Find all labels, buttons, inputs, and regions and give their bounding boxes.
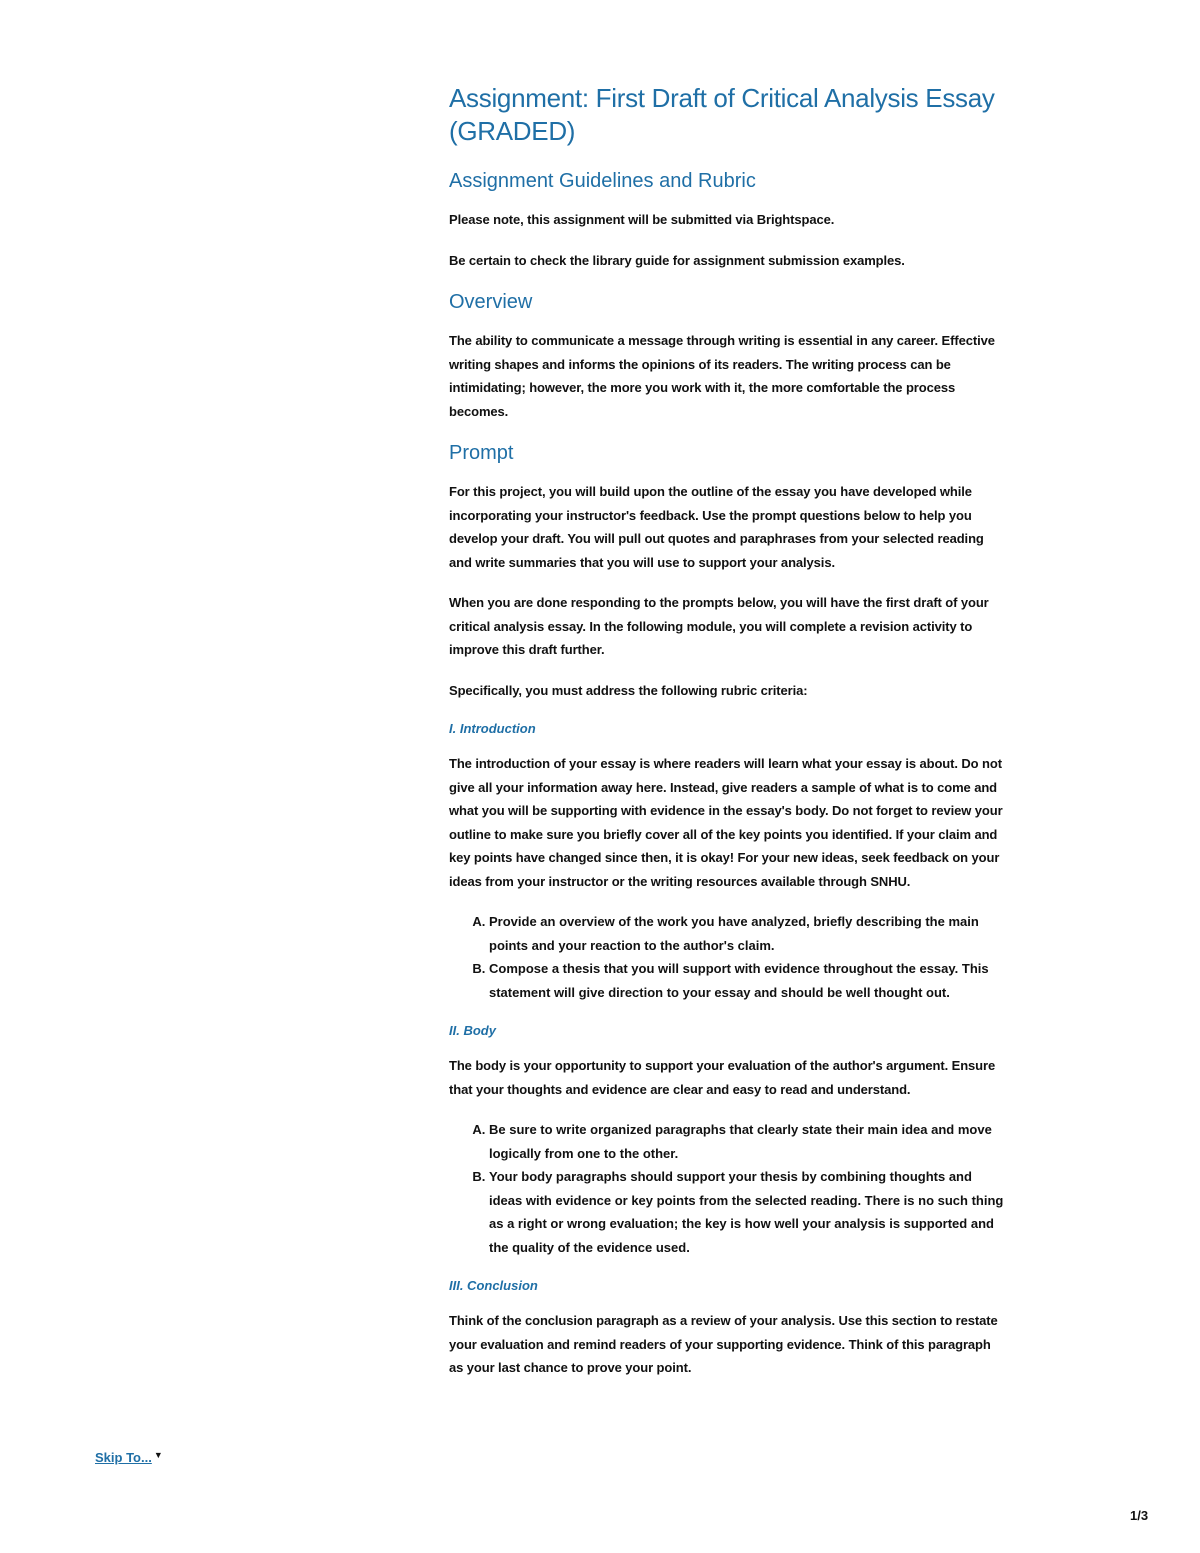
- overview-heading: Overview: [449, 291, 533, 313]
- document-content: [449, 82, 1004, 1397]
- list-item: B. Compose a thesis that you will support with evidence throughout the essay. This statement will give direction to your essay and should be well thought out.: [489, 957, 1004, 1004]
- list-item: A. Be sure to write organized paragraphs that clearly state their main idea and move logically from one to the other.: [489, 1118, 1004, 1165]
- library-guide-note: Be certain to check the library guide for assignment submission examples.: [449, 252, 905, 268]
- prompt-heading: Prompt: [449, 442, 514, 464]
- criterion-body-text: The body is your opportunity to support your evaluation of the author's argument. Ensure that your thoughts and evidence are clear and easy to read and understand.: [449, 1058, 996, 1097]
- guidelines-heading: Assignment Guidelines and Rubric: [449, 170, 756, 192]
- criterion-introduction-text: The introduction of your essay is where readers will learn what your essay is about. Do not give all your information away here. Instead, give readers a sample of what is to come and what you will be supporting with evidence in the essay's body. Do not forget to review your outline to make sure you briefly cover all of the key points you identified. If your claim and key points have changed since then, it is okay! For your new ideas, seek feedback on your ideas from your instructor or the writing resources available through SNHU.: [449, 756, 1003, 889]
- skip-to-link[interactable]: [95, 1450, 163, 1465]
- criterion-introduction-heading: I. Introduction: [449, 721, 536, 736]
- skip-to-label: Skip To...: [95, 1450, 152, 1465]
- prompt-paragraph: When you are done responding to the prompts below, you will have the first draft of your critical analysis essay. In the following module, you will complete a revision activity to improve this draft further.: [449, 595, 989, 657]
- page-number: 1/3: [1130, 1508, 1149, 1523]
- brightspace-note: Please note, this assignment will be submitted via Brightspace.: [449, 212, 835, 227]
- body-list: [449, 1118, 1004, 1259]
- criterion-conclusion-heading: III. Conclusion: [449, 1278, 538, 1293]
- page-title: Assignment: First Draft of Critical Analysis Essay (GRADED): [449, 83, 995, 146]
- overview-text: The ability to communicate a message through writing is essential in any career. Effective writing shapes and informs the opinions of its readers. The writing process can be intimidating; however, the more you work with it, the more comfortable the process becomes.: [449, 333, 995, 419]
- prompt-paragraph: For this project, you will build upon the outline of the essay you have developed while incorporating your instructor's feedback. Use the prompt questions below to help you develop your draft. You will pull out quotes and paraphrases from your selected reading and write summaries that you will use to support your analysis.: [449, 484, 984, 570]
- list-item: B. Your body paragraphs should support your thesis by combining thoughts and ideas with evidence or key points from the selected reading. There is no such thing as a right or wrong evaluation; the key is how well your analysis is supported and the quality of the evidence used.: [489, 1165, 1004, 1259]
- prompt-paragraph: Specifically, you must address the following rubric criteria:: [449, 682, 808, 698]
- caret-down-icon: ▼: [153, 1450, 163, 1460]
- criterion-body-heading: II. Body: [449, 1023, 496, 1038]
- list-item: A. Provide an overview of the work you have analyzed, briefly describing the main points and your reaction to the author's claim.: [489, 910, 1004, 957]
- introduction-list: [449, 910, 1004, 1004]
- criterion-conclusion-text: Think of the conclusion paragraph as a review of your analysis. Use this section to restate your evaluation and remind readers of your supporting evidence. Think of this paragraph as your last chance to prove your point.: [449, 1313, 998, 1375]
